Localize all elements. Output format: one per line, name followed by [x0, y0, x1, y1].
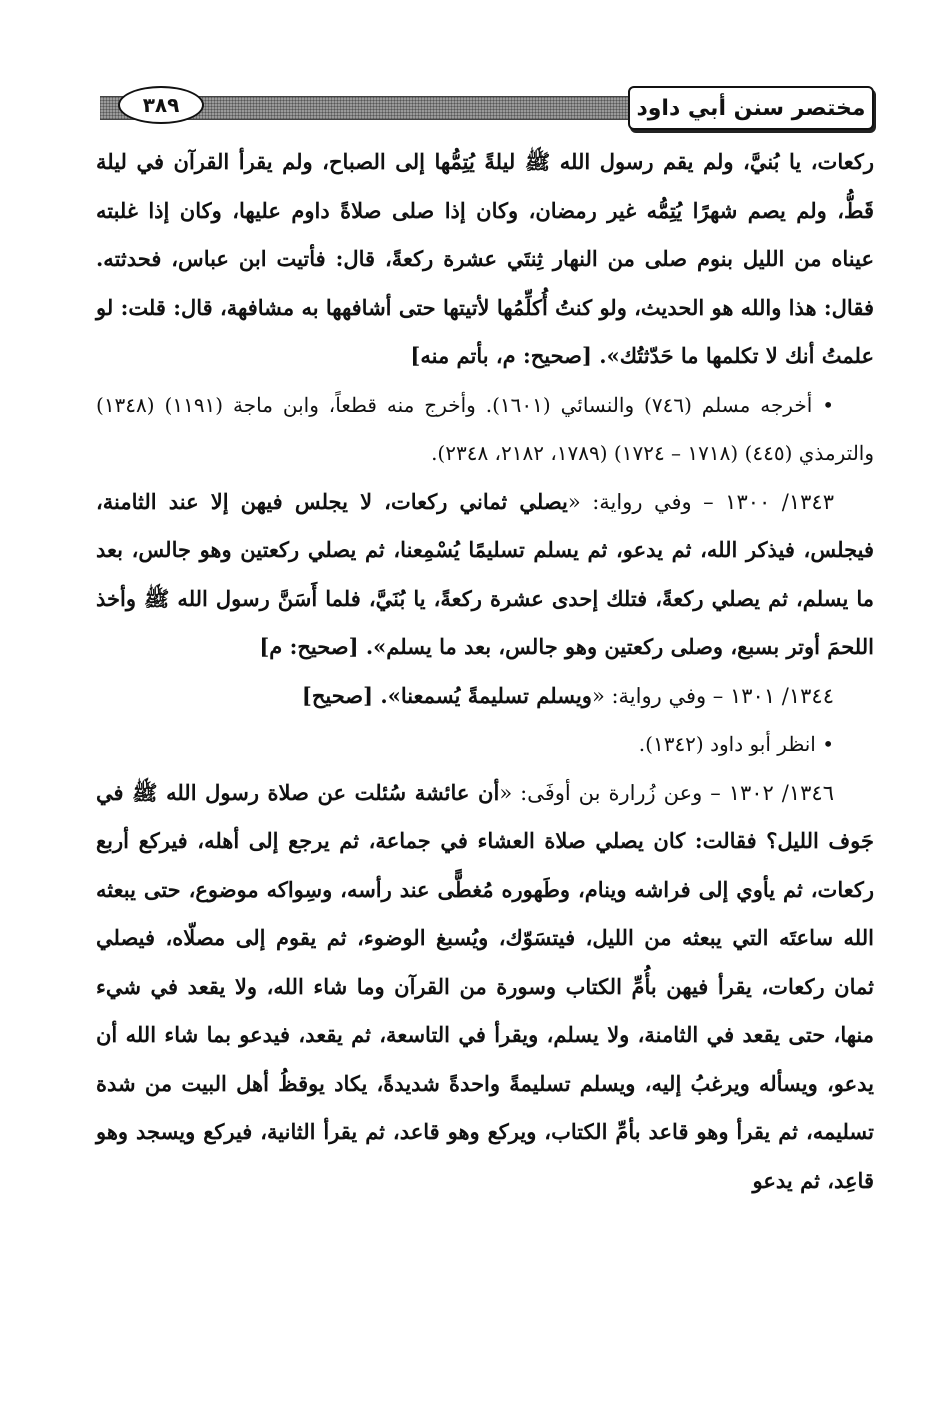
book-title: مختصر سنن أبي داود: [628, 86, 874, 130]
paragraph-hadith-1344: [96, 672, 874, 721]
paragraph-hadith-1346: [96, 769, 874, 1206]
paragraph-reference: • انظر أبو داود (١٣٤٢).: [638, 732, 834, 756]
paragraph-hadith-continuation: ركعات، يا بُنيَّ، ولم يقم رسول الله ﷺ ليلةً يُتِمُّها إلى الصباح، ولم يقرأ القرآن في ليلة قَطُّ، ولم يصم شهرًا يُتِمُّه غير رمضان، وكان إذا صلى صلاةً داوم عليها، وكان إذا غلبته عيناه من الليل بنوم صلى من النهار ثِنتَي عشرة ركعةً، قال: فأتيت ابن عباس، فحدثته. فقال: هذا والله هو الحديث، ولو كنتُ أُكلِّمُها لأتيتها حتى أشافهها به مشافهة، قال: قلت: لو علمتُ أنك لا تكلمها ما حَدّثتُك». [صحيح: م، بأتم منه]: [96, 149, 874, 368]
hadith-number: ١٣٤٦/ ١٣٠٢ – وعن زُرارة بن أوفَى: «: [499, 780, 834, 805]
hadith-text: يصلي ثماني ركعات، لا يجلس فيهن إلا عند الثامنة، فيجلس، فيذكر الله، ثم يدعو، ثم يسلم تسليمًا يُسْمِعنا، ثم يصلي ركعتين وهو جالس، بعد ما يسلم، ثم يصلي ركعةً، فتلك إحدى عشرة ركعةً، يا بُنَيَّ، فلما أَسَنَّ رسول الله ﷺ وأخذ اللحمَ أوتر بسبع، وصلى ركعتين وهو جالس، بعد ما يسلم». [صحيح: م]: [96, 488, 874, 659]
page-header: [100, 86, 874, 134]
page-body: [96, 138, 874, 1205]
hadith-text: أن عائشة سُئلت عن صلاة رسول الله ﷺ في جَوف الليل؟ فقالت: كان يصلي صلاة العشاء في جماعة، ثم يرجع إلى أهله، فيركع أربع ركعات، ثم يأوي إلى فراشه وينام، وطَهوره مُغطًّى عند رأسه، وسِواكه موضوع، حتى يبعثه الله ساعتَه التي يبعثه من الليل، فيتسَوّك، ويُسبغ الوضوء، ثم يقوم إلى مصلّاه، فيصلي ثمان ركعات، يقرأ فيهن بأُمِّ الكتاب وسورة من القرآن وما شاء الله، ولا يقعد في شيء منها، حتى يقعد في الثامنة، ولا يسلم، ويقرأ في التاسعة، ثم يقعد، فيدعو بما شاء الله أن يدعو، ويسأله ويرغبُ إليه، ويسلم تسليمةً واحدةً شديدةً، يكاد يوقظُ أهل البيت من شدة تسليمه، ثم يقرأ وهو قاعد بأمِّ الكتاب، ويركع وهو قاعد، ثم يقرأ الثانية، فيركع ويسجد وهو قاعِد، ثم يدعو: [96, 779, 874, 1193]
paragraph-takhrij: • أخرجه مسلم (٧٤٦) والنسائي (١٦٠١). وأخرج منه قطعاً، وابن ماجة (١١٩١) (١٣٤٨) والترمذي (٤٤٥) (١٧١٨ – ١٧٢٤) (١٧٨٩، ٢١٨٢، ٢٣٤٨).: [96, 392, 874, 465]
hadith-text: ويسلم تسليمةً يُسمعنا». [صحيح]: [301, 682, 592, 708]
hadith-number: ١٣٤٣/ ١٣٠٠ – وفي رواية: «: [567, 489, 834, 514]
hadith-number: ١٣٤٤/ ١٣٠١ – وفي رواية: «: [591, 683, 834, 708]
paragraph-hadith-1343: [96, 478, 874, 672]
page-number: ٣٨٩: [118, 86, 204, 124]
